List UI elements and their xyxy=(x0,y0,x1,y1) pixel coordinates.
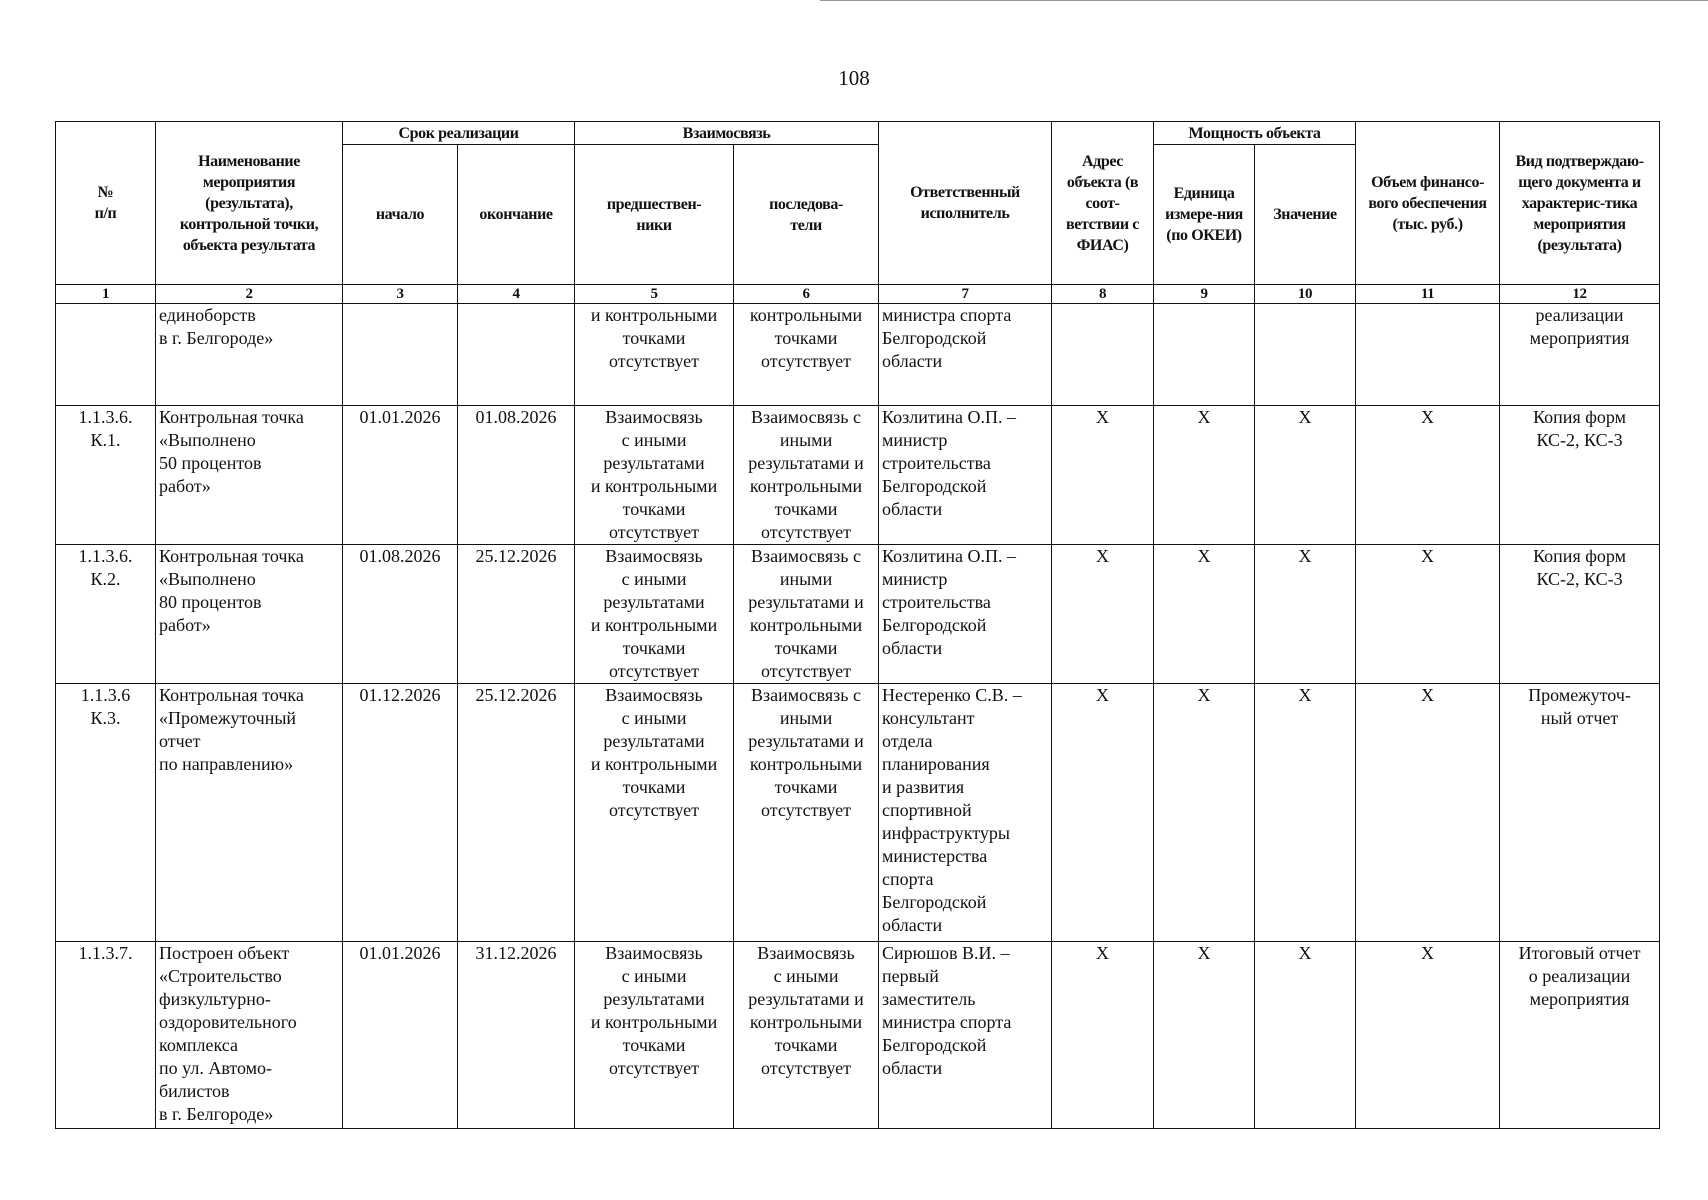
cell-end: 31.12.2026 xyxy=(458,942,575,1129)
cell-name: Контрольная точка «Выполнено 50 процентов работ» xyxy=(156,406,343,545)
cell-start: 01.01.2026 xyxy=(343,942,458,1129)
cell-address: Х xyxy=(1052,545,1154,684)
cell-unit xyxy=(1154,304,1255,406)
cell-successors: Взаимосвязь с иными результатами и контрольными точками отсутствует xyxy=(734,684,879,942)
table-row xyxy=(56,406,1660,545)
cell-num: 1.1.3.7. xyxy=(56,942,156,1129)
cell-unit: Х xyxy=(1154,545,1255,684)
column-number: 8 xyxy=(1052,285,1154,304)
cell-num: 1.1.3.6. К.2. xyxy=(56,545,156,684)
cell-end: 01.08.2026 xyxy=(458,406,575,545)
column-number: 6 xyxy=(734,285,879,304)
cell-document: Копия форм КС-2, КС-3 xyxy=(1500,406,1660,545)
cell-name: единоборств в г. Белгороде» xyxy=(156,304,343,406)
cell-num: 1.1.3.6 К.3. xyxy=(56,684,156,942)
cell-predecessors: и контрольными точками отсутствует xyxy=(575,304,734,406)
cell-document: Копия форм КС-2, КС-3 xyxy=(1500,545,1660,684)
table-row xyxy=(56,545,1660,684)
cell-finance: Х xyxy=(1356,942,1500,1129)
cell-finance: Х xyxy=(1356,545,1500,684)
table-row xyxy=(56,684,1660,942)
cell-value: Х xyxy=(1255,684,1356,942)
cell-end xyxy=(458,304,575,406)
cell-end: 25.12.2026 xyxy=(458,684,575,942)
cell-unit: Х xyxy=(1154,406,1255,545)
cell-start: 01.08.2026 xyxy=(343,545,458,684)
cell-finance xyxy=(1356,304,1500,406)
column-number: 11 xyxy=(1356,285,1500,304)
cell-successors: Взаимосвязь с иными результатами и контрольными точками отсутствует xyxy=(734,942,879,1129)
cell-predecessors: Взаимосвязь с иными результатами и контрольными точками отсутствует xyxy=(575,684,734,942)
cell-unit: Х xyxy=(1154,942,1255,1129)
page-number: 108 xyxy=(838,66,870,90)
cell-value: Х xyxy=(1255,942,1356,1129)
column-number: 1 xyxy=(56,285,156,304)
table-row xyxy=(56,942,1660,1129)
cell-address: Х xyxy=(1052,684,1154,942)
scan-edge-line xyxy=(820,0,1708,1)
cell-num: 1.1.3.6. К.1. xyxy=(56,406,156,545)
header-successors: последова- тели xyxy=(734,145,879,285)
cell-responsible: министра спорта Белгородской области xyxy=(879,304,1052,406)
header-document: Вид подтверждаю-щего документа и характерис-тика мероприятия (результата) xyxy=(1500,122,1660,285)
header-responsible: Ответственный исполнитель xyxy=(879,122,1052,285)
column-number: 3 xyxy=(343,285,458,304)
header-num: № п/п xyxy=(56,122,156,285)
header-finance: Объем финансо-вого обеспечения (тыс. руб.) xyxy=(1356,122,1500,285)
cell-end: 25.12.2026 xyxy=(458,545,575,684)
cell-value: Х xyxy=(1255,406,1356,545)
cell-document: реализации мероприятия xyxy=(1500,304,1660,406)
plan-table xyxy=(55,121,1660,1129)
cell-responsible: Нестеренко С.В. – консультант отдела планирования и развития спортивной инфраструктуры министерства спорта Белгородской области xyxy=(879,684,1052,942)
cell-predecessors: Взаимосвязь с иными результатами и контрольными точками отсутствует xyxy=(575,545,734,684)
header-name: Наименование мероприятия (результата), контрольной точки, объекта результата xyxy=(156,122,343,285)
cell-responsible: Сирюшов В.И. – первый заместитель министра спорта Белгородской области xyxy=(879,942,1052,1129)
cell-finance: Х xyxy=(1356,406,1500,545)
column-number: 7 xyxy=(879,285,1052,304)
cell-unit: Х xyxy=(1154,684,1255,942)
header-predecessors: предшествен- ники xyxy=(575,145,734,285)
table-row xyxy=(56,304,1660,406)
cell-predecessors: Взаимосвязь с иными результатами и контрольными точками отсутствует xyxy=(575,406,734,545)
cell-predecessors: Взаимосвязь с иными результатами и контрольными точками отсутствует xyxy=(575,942,734,1129)
cell-start xyxy=(343,304,458,406)
column-number: 9 xyxy=(1154,285,1255,304)
cell-start: 01.01.2026 xyxy=(343,406,458,545)
header-address: Адрес объекта (в соот-ветствии с ФИАС) xyxy=(1052,122,1154,285)
cell-document: Промежуточ- ный отчет xyxy=(1500,684,1660,942)
cell-document: Итоговый отчет о реализации мероприятия xyxy=(1500,942,1660,1129)
cell-value xyxy=(1255,304,1356,406)
cell-finance: Х xyxy=(1356,684,1500,942)
header-start: начало xyxy=(343,145,458,285)
cell-responsible: Козлитина О.П. – министр строительства Белгородской области xyxy=(879,406,1052,545)
cell-value: Х xyxy=(1255,545,1356,684)
cell-successors: Взаимосвязь с иными результатами и контрольными точками отсутствует xyxy=(734,406,879,545)
cell-address: Х xyxy=(1052,942,1154,1129)
column-number: 12 xyxy=(1500,285,1660,304)
header-unit: Единица измере-ния (по ОКЕИ) xyxy=(1154,145,1255,285)
column-number: 10 xyxy=(1255,285,1356,304)
cell-name: Контрольная точка «Промежуточный отчет по направлению» xyxy=(156,684,343,942)
cell-successors: контрольными точками отсутствует xyxy=(734,304,879,406)
header-group-period: Срок реализации xyxy=(343,122,575,145)
column-number-row xyxy=(56,285,1660,304)
header-value: Значение xyxy=(1255,145,1356,285)
cell-name: Контрольная точка «Выполнено 80 процентов работ» xyxy=(156,545,343,684)
column-number: 4 xyxy=(458,285,575,304)
cell-num xyxy=(56,304,156,406)
column-number: 5 xyxy=(575,285,734,304)
header-end: окончание xyxy=(458,145,575,285)
cell-address xyxy=(1052,304,1154,406)
cell-name: Построен объект «Строительство физкультурно- оздоровительного комплекса по ул. Автомо- билистов в г. Белгороде» xyxy=(156,942,343,1129)
header-group-link: Взаимосвязь xyxy=(575,122,879,145)
cell-responsible: Козлитина О.П. – министр строительства Белгородской области xyxy=(879,545,1052,684)
header-group-capacity: Мощность объекта xyxy=(1154,122,1356,145)
column-number: 2 xyxy=(156,285,343,304)
cell-address: Х xyxy=(1052,406,1154,545)
cell-start: 01.12.2026 xyxy=(343,684,458,942)
cell-successors: Взаимосвязь с иными результатами и контрольными точками отсутствует xyxy=(734,545,879,684)
